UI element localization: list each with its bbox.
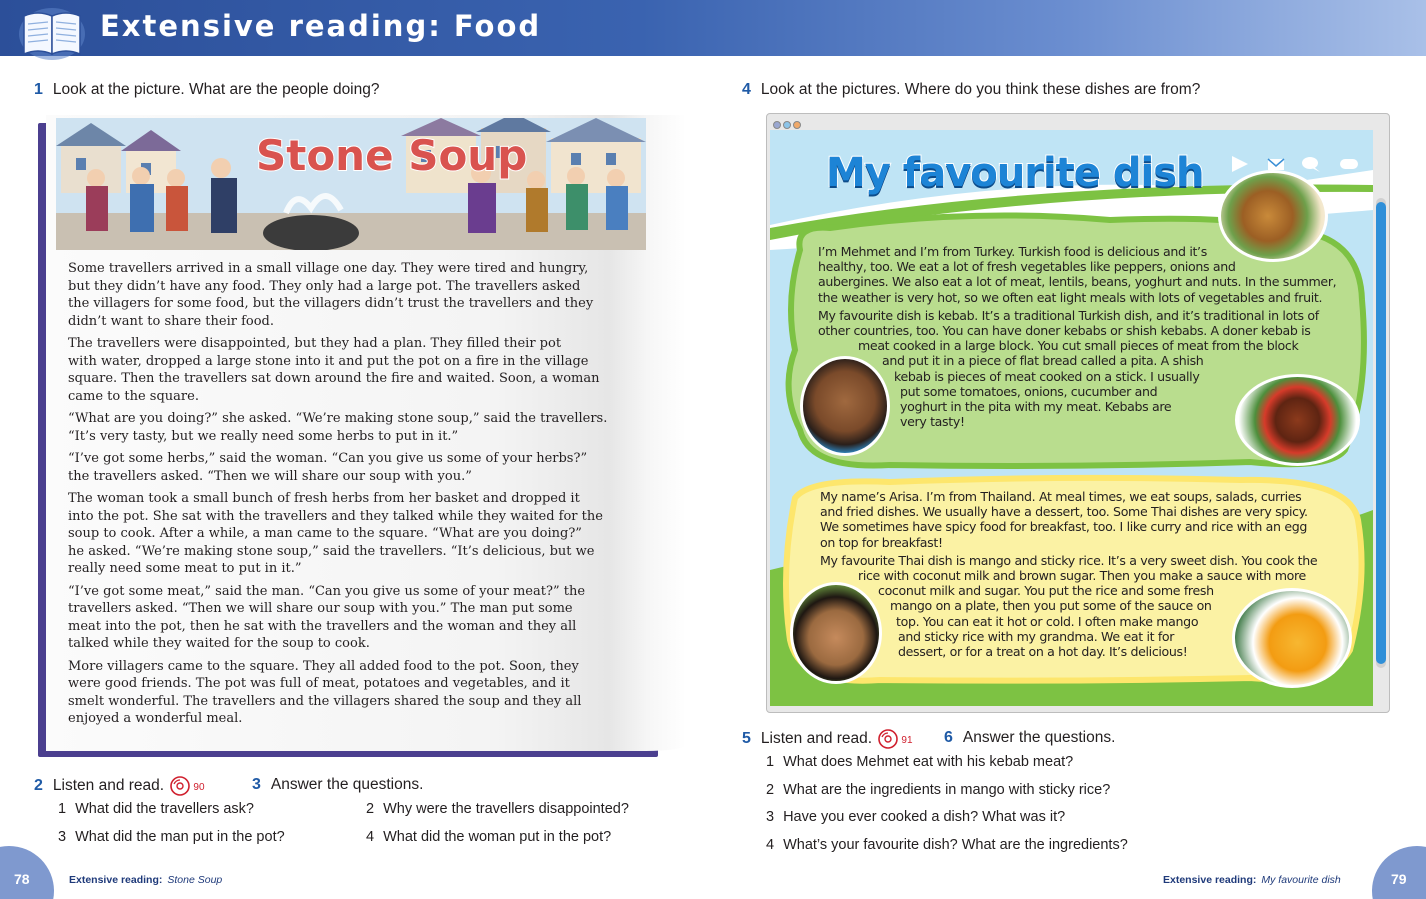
story-line: came to the square. — [68, 388, 199, 404]
story-line: “What are you doing?” she asked. “We’re making stone soup,” said the travellers. — [68, 411, 608, 426]
story-line: The woman took a small bunch of fresh herbs from her basket and dropped it — [68, 491, 580, 506]
mehmet-text: I’m Mehmet and I’m from Turkey. Turkish food is delicious and it’s healthy, too. We eat a lot of fresh vegetables like peppers, onions and aubergines. We also eat a lot of meat, lentils, beans, yoghurt and nuts. In the summer, the weather is very hot, so we often eat light meals with lots of vegetables and fruit. My favourite dish is kebab. It’s a traditional Turkish dish, and it’s traditional in lots of other countries, too. You can have doner kebabs or shish kebabs. A doner kebab is meat cooked in a large block. You cut small pieces of meat from the block and put it in a piece of flat bread called a pita. A shish kebab is pieces of meat cooked on a stick. I usually put some tomatoes, onions, cucumber and yoghurt in the pita with my meat. Kebabs are very tasty! — [818, 244, 1337, 430]
story-line: enjoyed a wonderful meal. — [68, 711, 243, 726]
story-line: meat into the pot, then he sat with the travellers and the woman and they all — [68, 618, 577, 634]
page-header — [0, 0, 1426, 56]
story-line: with water, dropped a large stone into it and put the pot on a fire in the village — [68, 353, 589, 369]
story-paragraph — [68, 583, 596, 653]
page-number-left: 78 — [14, 871, 30, 887]
story-line: soup to cook. After a while, a man came to the square. “What are you doing?” — [68, 526, 582, 541]
question: 4 What did the woman put in the pot? — [366, 829, 612, 845]
page-title: Extensive reading: Food — [100, 9, 542, 43]
story-paragraph — [68, 658, 596, 728]
stone-soup-illustration — [56, 118, 646, 250]
story-paragraph — [68, 450, 596, 485]
story-line: The travellers were disappointed, but they had a plan. They filled their pot — [68, 336, 562, 351]
story-paragraph — [68, 490, 603, 578]
instruction-text: Listen and read. — [52, 777, 165, 795]
story-text — [68, 260, 608, 733]
window-dot-icon[interactable] — [773, 121, 781, 129]
instruction-text: Look at the picture. What are the people doing? — [52, 81, 380, 98]
instruction-5 — [742, 729, 913, 749]
storybook — [38, 115, 688, 757]
question: 3 Have you ever cooked a dish? What was it? — [766, 809, 1066, 825]
story-paragraph — [68, 410, 608, 445]
footer-right: Extensive reading: My favourite dish — [1163, 874, 1341, 886]
chat-icon — [1302, 157, 1318, 169]
instruction-number: 5 — [742, 730, 751, 748]
instruction-number: 2 — [34, 777, 43, 795]
instruction-number: 6 — [944, 729, 953, 746]
audio-cd-icon[interactable] — [170, 776, 190, 796]
web-title: My favourite dish — [826, 150, 1204, 196]
instruction-4 — [742, 81, 1200, 99]
story-line: into the pot. She sat with the travellers and they talked while they waited for the — [68, 508, 603, 524]
story-line: but they didn’t have any food. They only had a large pot. The travellers asked — [68, 278, 581, 294]
book-page — [46, 115, 686, 751]
footer-left: Extensive reading: Stone Soup — [69, 874, 223, 886]
question: 2 Why were the travellers disappointed? — [366, 801, 629, 817]
web-nav-icons — [1230, 154, 1360, 174]
question: 4 What’s your favourite dish? What are the ingredients? — [766, 837, 1128, 853]
story-line: Some travellers arrived in a small village one day. They were tired and hungry, — [68, 261, 589, 276]
story-line: square. Then the travellers sat down around the fire and waited. Soon, a woman — [68, 371, 600, 386]
open-book-icon — [18, 2, 86, 60]
question: 1 What did the travellers ask? — [58, 801, 254, 817]
arisa-text: My name’s Arisa. I’m from Thailand. At meal times, we eat soups, salads, curries and fried dishes. We usually have a dessert, too. Some Thai dishes are very spicy. We sometimes have spicy food for breakfast, too. I like curry and rice with an egg on top for breakfast! My favourite Thai dish is mango and sticky rice. It’s a very sweet dish. You cook the rice with coconut milk and brown sugar. Then you make a sauce with more coconut milk and sugar. You put the rice and some fresh mango on a plate, then you put some of the sauce on top. You can eat it hot or cold. I often make mango and sticky rice with my grandma. We eat it for dessert, or for a treat on a hot day. It’s delicious! — [820, 489, 1318, 660]
story-line: travellers asked. “Then we will share our soup with you.” The man put some — [68, 601, 573, 616]
page-number-right: 79 — [1391, 871, 1407, 887]
story-line: the travellers asked. “Then we will share our soup with you.” — [68, 468, 472, 484]
story-line: “It’s very tasty, but we really need some herbs to put in it.” — [68, 428, 459, 444]
story-line: he asked. “We’re making stone soup,” said the travellers. “It’s delicious, but we — [68, 543, 595, 559]
instruction-number: 1 — [34, 81, 43, 98]
audio-cd-icon[interactable] — [878, 729, 898, 749]
story-line: “I’ve got some meat,” said the man. “Can you give us some of your meat?” the — [68, 583, 586, 599]
instruction-3 — [252, 776, 423, 794]
track-number: 90 — [193, 782, 205, 794]
scrollbar-thumb[interactable] — [1376, 202, 1386, 664]
story-line: really need some meat to put in it.” — [68, 561, 302, 576]
stone-soup-title-art — [256, 131, 527, 180]
question: 2 What are the ingredients in mango with sticky rice? — [766, 782, 1111, 798]
question: 3 What did the man put in the pot? — [58, 829, 285, 845]
story-line: the villagers for some food, but the villagers didn’t trust the travellers and they — [68, 296, 594, 311]
story-line: More villagers came to the square. They all added food to the pot. Soon, they — [68, 658, 579, 674]
window-dot-icon[interactable] — [793, 121, 801, 129]
instruction-6 — [944, 729, 1115, 747]
story-line: didn’t want to share their food. — [68, 313, 275, 329]
question: 1 What does Mehmet eat with his kebab meat? — [766, 754, 1074, 770]
soup-pot — [263, 215, 359, 250]
browser-window — [766, 113, 1390, 713]
story-paragraph — [68, 335, 600, 405]
svg-text:Stone Soup: Stone Soup — [256, 131, 528, 180]
story-line: talked while they waited for the soup to cook. — [68, 636, 370, 651]
instruction-number: 4 — [742, 81, 751, 98]
gamepad-icon — [1340, 159, 1358, 169]
track-number: 91 — [901, 735, 913, 747]
story-line: were good friends. The pot was full of meat, potatoes and vegetables, and it — [68, 676, 570, 691]
instruction-text: Answer the questions. — [270, 776, 424, 793]
instruction-1 — [34, 81, 380, 99]
story-paragraph — [68, 260, 596, 330]
window-dot-icon[interactable] — [783, 121, 791, 129]
play-icon — [1232, 156, 1248, 172]
story-line: “I’ve got some herbs,” said the woman. “Can you give us some of your herbs?” — [68, 451, 588, 466]
instruction-text: Look at the pictures. Where do you think these dishes are from? — [760, 81, 1201, 98]
instruction-text: Listen and read. — [760, 730, 873, 748]
instruction-text: Answer the questions. — [962, 729, 1116, 746]
instruction-number: 3 — [252, 776, 261, 793]
story-line: smelt wonderful. The travellers and the villagers shared the soup and they all — [68, 693, 582, 709]
web-page — [770, 130, 1373, 706]
instruction-2 — [34, 776, 205, 796]
